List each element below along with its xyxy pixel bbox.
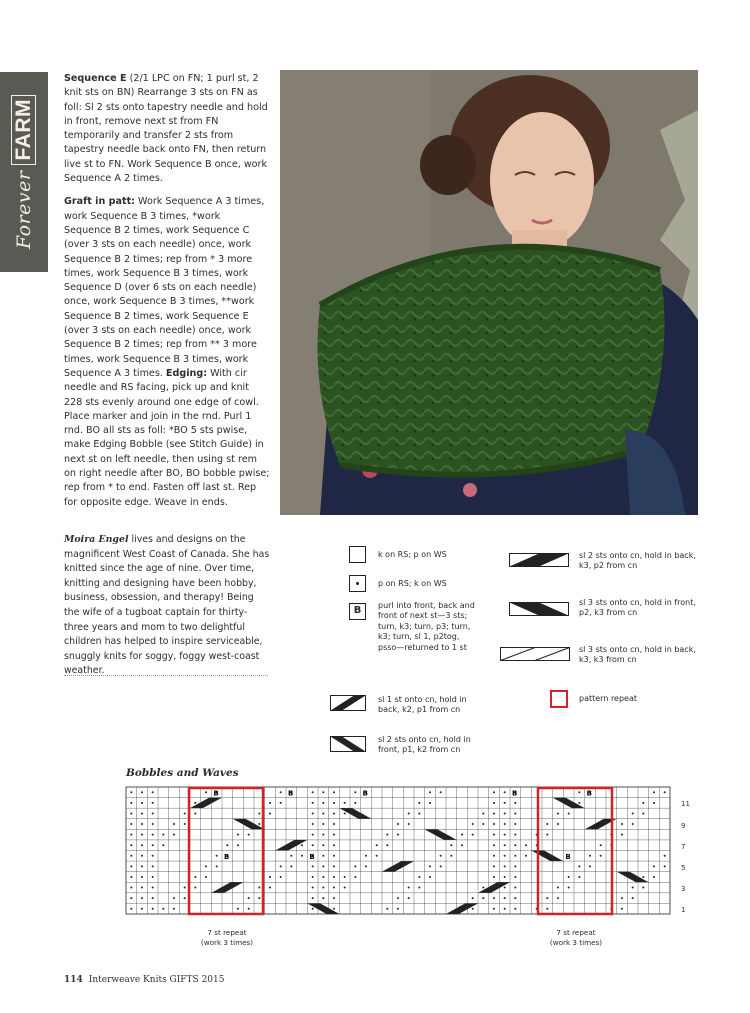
page-footer [64, 975, 224, 985]
legend-c33-back-text: sl 3 sts onto cn, hold in back, k3, k3 from cn [579, 645, 696, 665]
svg-text:B: B [586, 789, 593, 798]
row-number-9: 9 [681, 822, 686, 830]
sequence-e-paragraph: Sequence E (2/1 LPC on FN; 1 purl st, 2 knit sts on BN) Rearrange 3 sts on FN as foll: Sl 2 sts onto tapestry needle and hold in front, remove next st from FN temporarily and transfer 2 sts from tapestry needle back onto FN, then return live st to FN. Work Sequence B once, work Sequence A 2 times. [64, 73, 268, 185]
repeat-note-left: 7 st repeat (work 3 times) [200, 928, 254, 947]
legend-repeat-text: pattern repeat [579, 694, 638, 703]
legend-c21-back-text: sl 1 st onto cn, hold in back, k2, p1 from cn [378, 695, 467, 715]
svg-text:B: B [213, 789, 219, 798]
svg-text:B: B [288, 789, 294, 798]
chart-title: Bobbles and Waves [126, 767, 239, 779]
publication-name: Interweave Knits GIFTS 2015 [88, 975, 225, 985]
legend-purl-text: p on RS; k on WS [378, 579, 447, 588]
svg-text:B: B [565, 853, 571, 862]
designer-name: Moira Engel [64, 534, 129, 545]
svg-text:B: B [224, 853, 230, 862]
legend-c21-front-text: sl 2 sts onto cn, hold in front, p1, k2 from cn [378, 735, 471, 755]
row-number-3: 3 [681, 885, 686, 893]
svg-text:B: B [512, 789, 518, 798]
chart-grid [126, 787, 670, 914]
legend-c32-front-text: sl 3 sts onto cn, hold in front, p2, k3 from cn [579, 598, 696, 618]
graft-paragraph: Graft in patt: Work Sequence A 3 times, work Sequence B 3 times, *work Sequence B 2 times, work Sequence C (over 3 sts on each needle) once, work Sequence B 2 times; rep from * 3 more times, work Sequence B 3 times, work Sequence D (over 6 sts on each needle) once, work Sequence B 3 times, **work Sequence B 2 times, work Sequence E (over 3 sts on each needle) once, work Sequence B 2 times; rep from ** 3 more times, work Sequence B 3 times, work Sequence A 3 times. Edging: With cir needle and RS facing, pick up and knit 228 sts evenly around one edge of cowl. Place marker and join in the rnd. Purl 1 rnd. BO all sts as foll: *BO 5 sts pwise, make Edging Bobble (see Stitch Guide) in next st on left needle, then using st rem on right needle after BO, BO bobble pwise; rep from * to end. Fasten off last st. Rep for opposite edge. Weave in ends. [64, 196, 270, 508]
section-tab-label: ForeverFARM [12, 95, 36, 249]
legend-knit-text: k on RS; p on WS [378, 550, 447, 559]
row-number-7: 7 [681, 843, 686, 851]
designer-bio: Moira Engel lives and designs on the magnificent West Coast of Canada. She has knitted since the age of nine. Over time, knitting and designing have been hobby, business, obsession, and therapy! Being the wife of a tugboat captain for thirty-three years and mom to two delightful children has helped to inspire serviceable, snuggly knits for soggy, foggy west-coast weather. [64, 534, 270, 677]
repeat-note-right: 7 st repeat (work 3 times) [549, 928, 603, 947]
legend-bobble-symbol: B [349, 603, 366, 620]
page-number: 114 [64, 975, 83, 985]
row-number-5: 5 [681, 864, 686, 872]
svg-text:B: B [362, 789, 369, 798]
legend-c23-back-text: sl 2 sts onto cn, hold in back, k3, p2 from cn [579, 551, 696, 571]
svg-text:B: B [309, 853, 315, 862]
legend-bobble-text: purl into front, back and front of next st—3 sts; turn, k3; turn, p3; turn, k3; turn, sl 1, p2tog, psso—returned to 1 st [378, 601, 475, 652]
row-number-11: 11 [681, 800, 690, 808]
row-number-1: 1 [681, 906, 686, 914]
